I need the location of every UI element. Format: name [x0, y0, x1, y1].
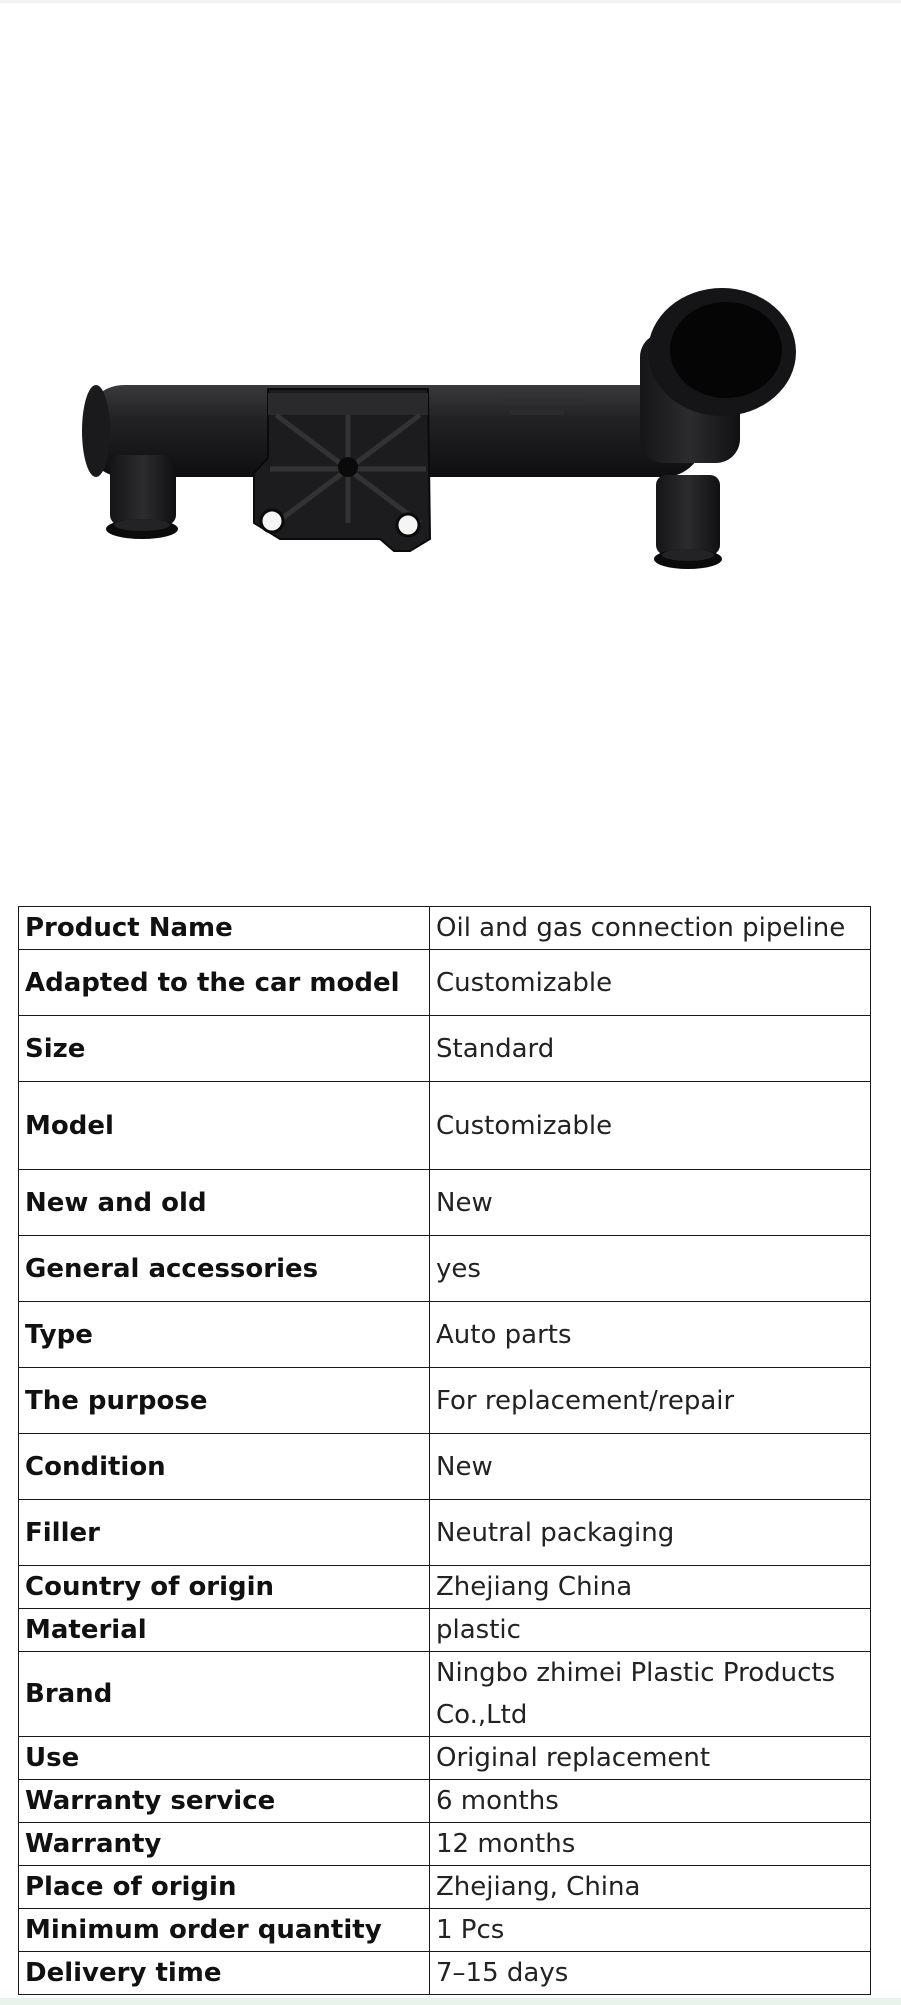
spec-value: 6 months	[430, 1780, 871, 1823]
spec-key: Model	[19, 1082, 430, 1170]
spec-key: General accessories	[19, 1236, 430, 1302]
spec-key: Product Name	[19, 907, 430, 950]
spec-value: Customizable	[430, 1082, 871, 1170]
spec-value: Zhejiang China	[430, 1566, 871, 1609]
spec-value: Standard	[430, 1016, 871, 1082]
spec-value: Customizable	[430, 950, 871, 1016]
spec-value: Original replacement	[430, 1737, 871, 1780]
spec-value: 1 Pcs	[430, 1909, 871, 1952]
spec-value: 7–15 days	[430, 1952, 871, 1995]
spec-key: Material	[19, 1609, 430, 1652]
table-row	[19, 1866, 871, 1909]
spec-key: Size	[19, 1016, 430, 1082]
table-row	[19, 1652, 871, 1737]
spec-key: Filler	[19, 1500, 430, 1566]
spec-key: The purpose	[19, 1368, 430, 1434]
spec-key: Condition	[19, 1434, 430, 1500]
product-photo	[0, 3, 901, 883]
spec-table	[18, 906, 871, 1995]
spec-value: Zhejiang, China	[430, 1866, 871, 1909]
table-row	[19, 907, 871, 950]
spec-value: Ningbo zhimei Plastic Products Co.,Ltd	[430, 1652, 871, 1737]
pipe-connector-icon	[82, 288, 796, 569]
spec-key: Country of origin	[19, 1566, 430, 1609]
spec-value: Auto parts	[430, 1302, 871, 1368]
spec-key: Minimum order quantity	[19, 1909, 430, 1952]
table-row	[19, 1909, 871, 1952]
table-row	[19, 1737, 871, 1780]
table-row	[19, 1302, 871, 1368]
spec-value: yes	[430, 1236, 871, 1302]
spec-key: Delivery time	[19, 1952, 430, 1995]
spec-value: Neutral packaging	[430, 1500, 871, 1566]
table-row	[19, 1016, 871, 1082]
table-row	[19, 1952, 871, 1995]
spec-key: Warranty service	[19, 1780, 430, 1823]
table-row	[19, 1500, 871, 1566]
table-row	[19, 1434, 871, 1500]
spec-value: For replacement/repair	[430, 1368, 871, 1434]
spec-value: plastic	[430, 1609, 871, 1652]
spec-value: New	[430, 1434, 871, 1500]
spec-key: Brand	[19, 1652, 430, 1737]
table-row	[19, 1609, 871, 1652]
table-row	[19, 1780, 871, 1823]
spec-key: Place of origin	[19, 1866, 430, 1909]
spec-key: Adapted to the car model	[19, 950, 430, 1016]
table-row	[19, 1566, 871, 1609]
table-row	[19, 1823, 871, 1866]
table-row	[19, 1082, 871, 1170]
spec-value: 12 months	[430, 1823, 871, 1866]
spec-value: New	[430, 1170, 871, 1236]
spec-key: New and old	[19, 1170, 430, 1236]
spec-key: Warranty	[19, 1823, 430, 1866]
spec-key: Type	[19, 1302, 430, 1368]
table-row	[19, 1236, 871, 1302]
spec-key: Use	[19, 1737, 430, 1780]
table-row	[19, 950, 871, 1016]
spec-value: Oil and gas connection pipeline	[430, 907, 871, 950]
table-row	[19, 1170, 871, 1236]
table-row	[19, 1368, 871, 1434]
bottom-divider	[0, 1998, 901, 2005]
